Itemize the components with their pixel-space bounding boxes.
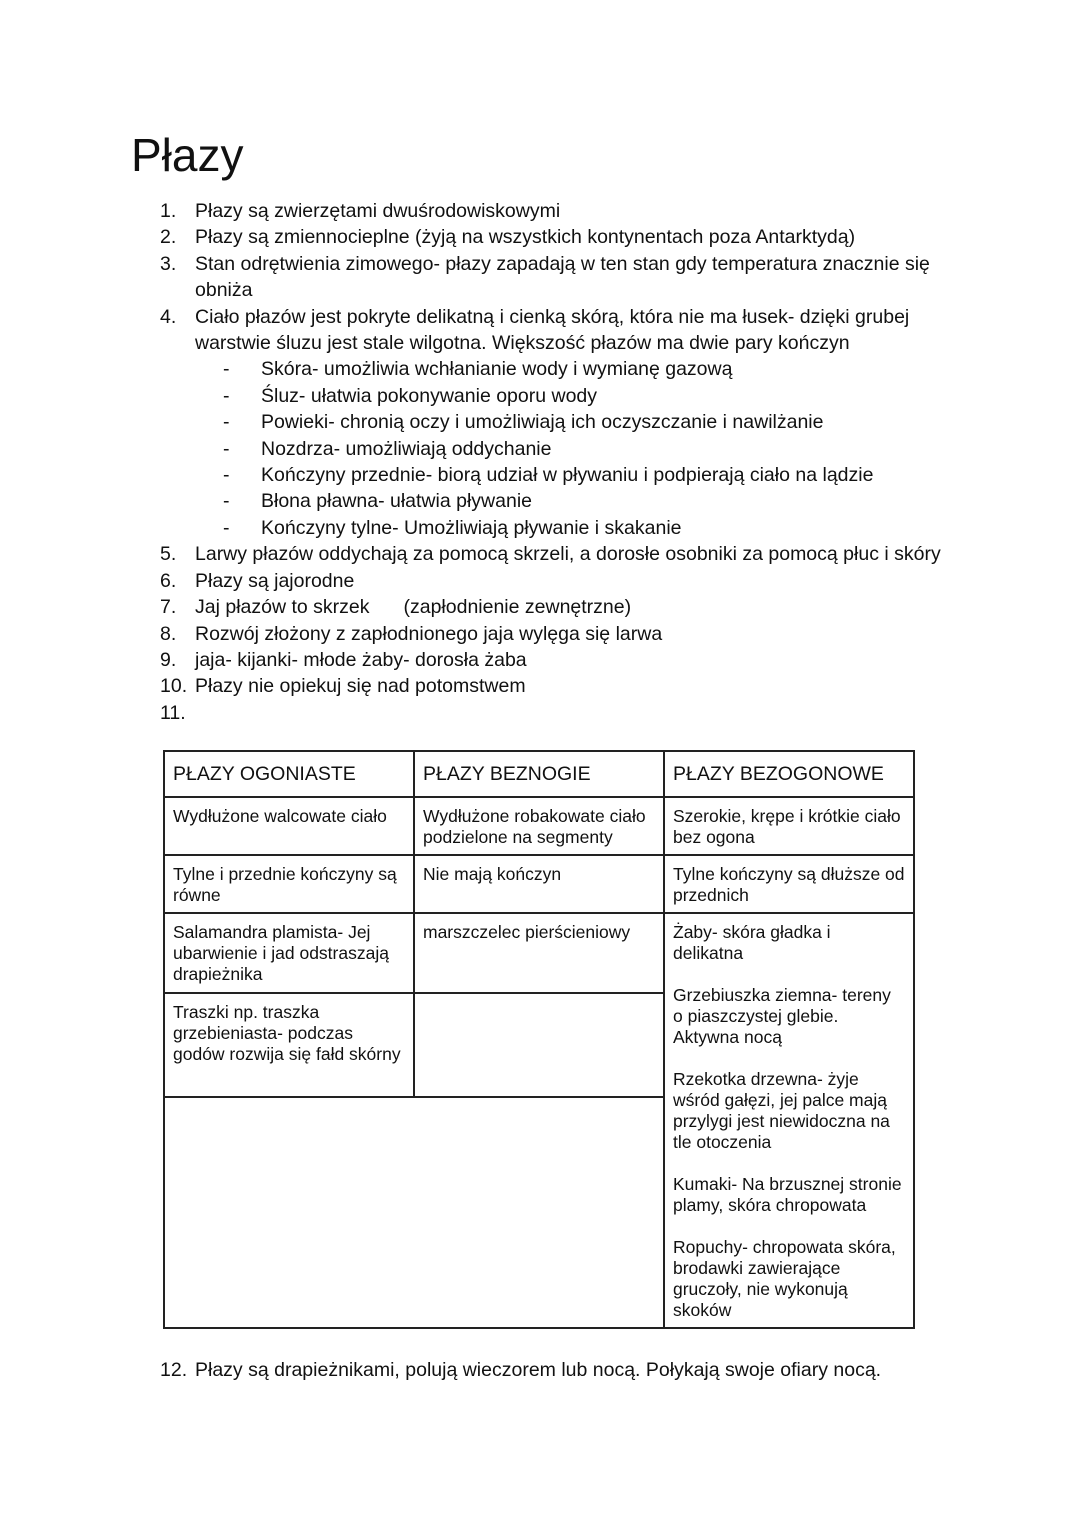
sub-item-text: Błona pławna- ułatwia pływanie bbox=[261, 490, 532, 513]
dash-bullet: - bbox=[223, 490, 230, 513]
item-number: 9. bbox=[160, 648, 177, 671]
list-item bbox=[160, 1357, 881, 1383]
list-item bbox=[160, 541, 960, 567]
sub-item-text: Kończyny tylne- Umożliwiają pływanie i skakanie bbox=[261, 516, 682, 539]
item-text: Płazy są jajorodne bbox=[195, 569, 355, 592]
item-number: 1. bbox=[160, 200, 177, 222]
dash-bullet: - bbox=[223, 516, 230, 539]
item-number: 12. bbox=[160, 1359, 188, 1381]
item-text: Płazy są zmiennocieplne (żyją na wszystkich kontynentach poza Antarktydą) bbox=[195, 226, 856, 249]
list-item bbox=[160, 251, 960, 304]
table-header-cell: PŁAZY BEZOGONOWE bbox=[664, 751, 914, 797]
table-header-cell: PŁAZY OGONIASTE bbox=[164, 751, 414, 797]
sub-item-text: Powieki- chronią oczy i umożliwiają ich oczyszczanie i nawilżanie bbox=[261, 411, 824, 434]
item-text-note: (zapłodnienie zewnętrzne) bbox=[403, 596, 632, 619]
list-item bbox=[160, 673, 960, 699]
item-text: Jaj płazów to skrzek bbox=[195, 596, 370, 619]
item-text-wrap bbox=[195, 594, 960, 620]
sub-item-text: Skóra- umożliwia wchłanianie wody i wymianę gazową bbox=[261, 358, 733, 381]
table-cell: Wydłużone walcowate ciało bbox=[164, 797, 414, 855]
numbered-list bbox=[160, 198, 960, 726]
dash-bullet: - bbox=[223, 358, 230, 381]
amphibian-table bbox=[163, 750, 915, 1329]
item-text: Rozwój złożony z zapłodnionego jaja wylęga się larwa bbox=[195, 622, 663, 645]
sub-list-item bbox=[160, 462, 960, 488]
item-number: 7. bbox=[160, 596, 177, 619]
item-number: 5. bbox=[160, 543, 177, 566]
table-cell-empty bbox=[164, 1097, 664, 1328]
sub-list-item bbox=[160, 488, 960, 514]
list-item bbox=[160, 304, 960, 357]
table-cell: Traszki np. traszka grzebieniasta- podczas godów rozwija się fałd skórny bbox=[164, 993, 414, 1097]
example-entry: Kumaki- Na brzusznej stronie plamy, skóra chropowata bbox=[673, 1174, 902, 1215]
item-text: jaja- kijanki- młode żaby- dorosła żaba bbox=[195, 648, 527, 671]
table-cell: Nie mają kończyn bbox=[414, 855, 664, 913]
dash-bullet: - bbox=[223, 411, 230, 434]
table-cell: marszczelec pierścieniowy bbox=[414, 913, 664, 993]
table-cell-examples bbox=[664, 913, 914, 1328]
item-number: 2. bbox=[160, 226, 177, 249]
sub-list-item bbox=[160, 383, 960, 409]
table-row bbox=[164, 797, 914, 855]
list-item bbox=[160, 621, 960, 647]
sub-list-item bbox=[160, 436, 960, 462]
item-number: 6. bbox=[160, 569, 177, 592]
item-number: 11. bbox=[160, 701, 186, 724]
table-cell: Wydłużone robakowate ciało podzielone na segmenty bbox=[414, 797, 664, 855]
list-item bbox=[160, 224, 960, 250]
table-header-row bbox=[164, 751, 914, 797]
table-header-cell: PŁAZY BEZNOGIE bbox=[414, 751, 664, 797]
item-text: Płazy nie opiekuj się nad potomstwem bbox=[195, 675, 526, 698]
list-item bbox=[160, 647, 960, 673]
page-title: Płazy bbox=[131, 129, 244, 181]
item-text: Larwy płazów oddychają za pomocą skrzeli, a dorosłe osobniki za pomocą płuc i skóry bbox=[195, 543, 941, 566]
table-cell: Salamandra plamista- Jej ubarwienie i jad odstraszają drapieżnika bbox=[164, 913, 414, 993]
list-item bbox=[160, 594, 960, 620]
sub-list-item bbox=[160, 515, 960, 541]
item-number: 4. bbox=[160, 305, 177, 328]
list-item bbox=[160, 568, 960, 594]
sub-list-item bbox=[160, 356, 960, 382]
sub-list-item bbox=[160, 409, 960, 435]
item-number: 10. bbox=[160, 675, 188, 698]
dash-bullet: - bbox=[223, 384, 230, 407]
table-cell: Tylne kończyny są dłuższe od przednich bbox=[664, 855, 914, 913]
item-number: 3. bbox=[160, 252, 177, 275]
example-entry: Żaby- skóra gładka i delikatna bbox=[673, 922, 831, 963]
table-cell: Szerokie, krępe i krótkie ciało bez ogona bbox=[664, 797, 914, 855]
table-row bbox=[164, 913, 914, 993]
dash-bullet: - bbox=[223, 437, 230, 460]
sub-item-text: Śluz- ułatwia pokonywanie oporu wody bbox=[261, 384, 598, 407]
item-text: Płazy są drapieżnikami, polują wieczorem lub nocą. Połykają swoje ofiary nocą. bbox=[195, 1359, 882, 1381]
list-item bbox=[160, 198, 960, 224]
item-text: Płazy są zwierzętami dwuśrodowiskowymi bbox=[195, 200, 561, 222]
dash-bullet: - bbox=[223, 464, 230, 487]
example-entry: Rzekotka drzewna- żyje wśród gałęzi, jej palce mają przylygi jest niewidoczna na tle otoczenia bbox=[673, 1069, 890, 1152]
item-text: Ciało płazów jest pokryte delikatną i cienką skórą, która nie ma łusek- dzięki grubej warstwie śluzu jest stale wilgotna. Większość płazów ma dwie pary kończyn bbox=[195, 305, 910, 355]
table-cell bbox=[414, 993, 664, 1097]
item-text: Stan odrętwienia zimowego- płazy zapadają w ten stan gdy temperatura znacznie się obniża bbox=[195, 252, 930, 302]
example-entry: Ropuchy- chropowata skóra, brodawki zawierające gruczoły, nie wykonują skoków bbox=[673, 1237, 896, 1320]
table-row bbox=[164, 855, 914, 913]
item-text bbox=[195, 700, 960, 726]
table-cell: Tylne i przednie kończyny są równe bbox=[164, 855, 414, 913]
list-item bbox=[160, 700, 960, 726]
item-number: 8. bbox=[160, 622, 177, 645]
sub-item-text: Kończyny przednie- biorą udział w pływaniu i podpierają ciało na lądzie bbox=[261, 464, 874, 487]
example-entry: Grzebiuszka ziemna- tereny o piaszczystej glebie. Aktywna nocą bbox=[673, 985, 891, 1047]
sub-item-text: Nozdrza- umożliwiają oddychanie bbox=[261, 437, 552, 460]
